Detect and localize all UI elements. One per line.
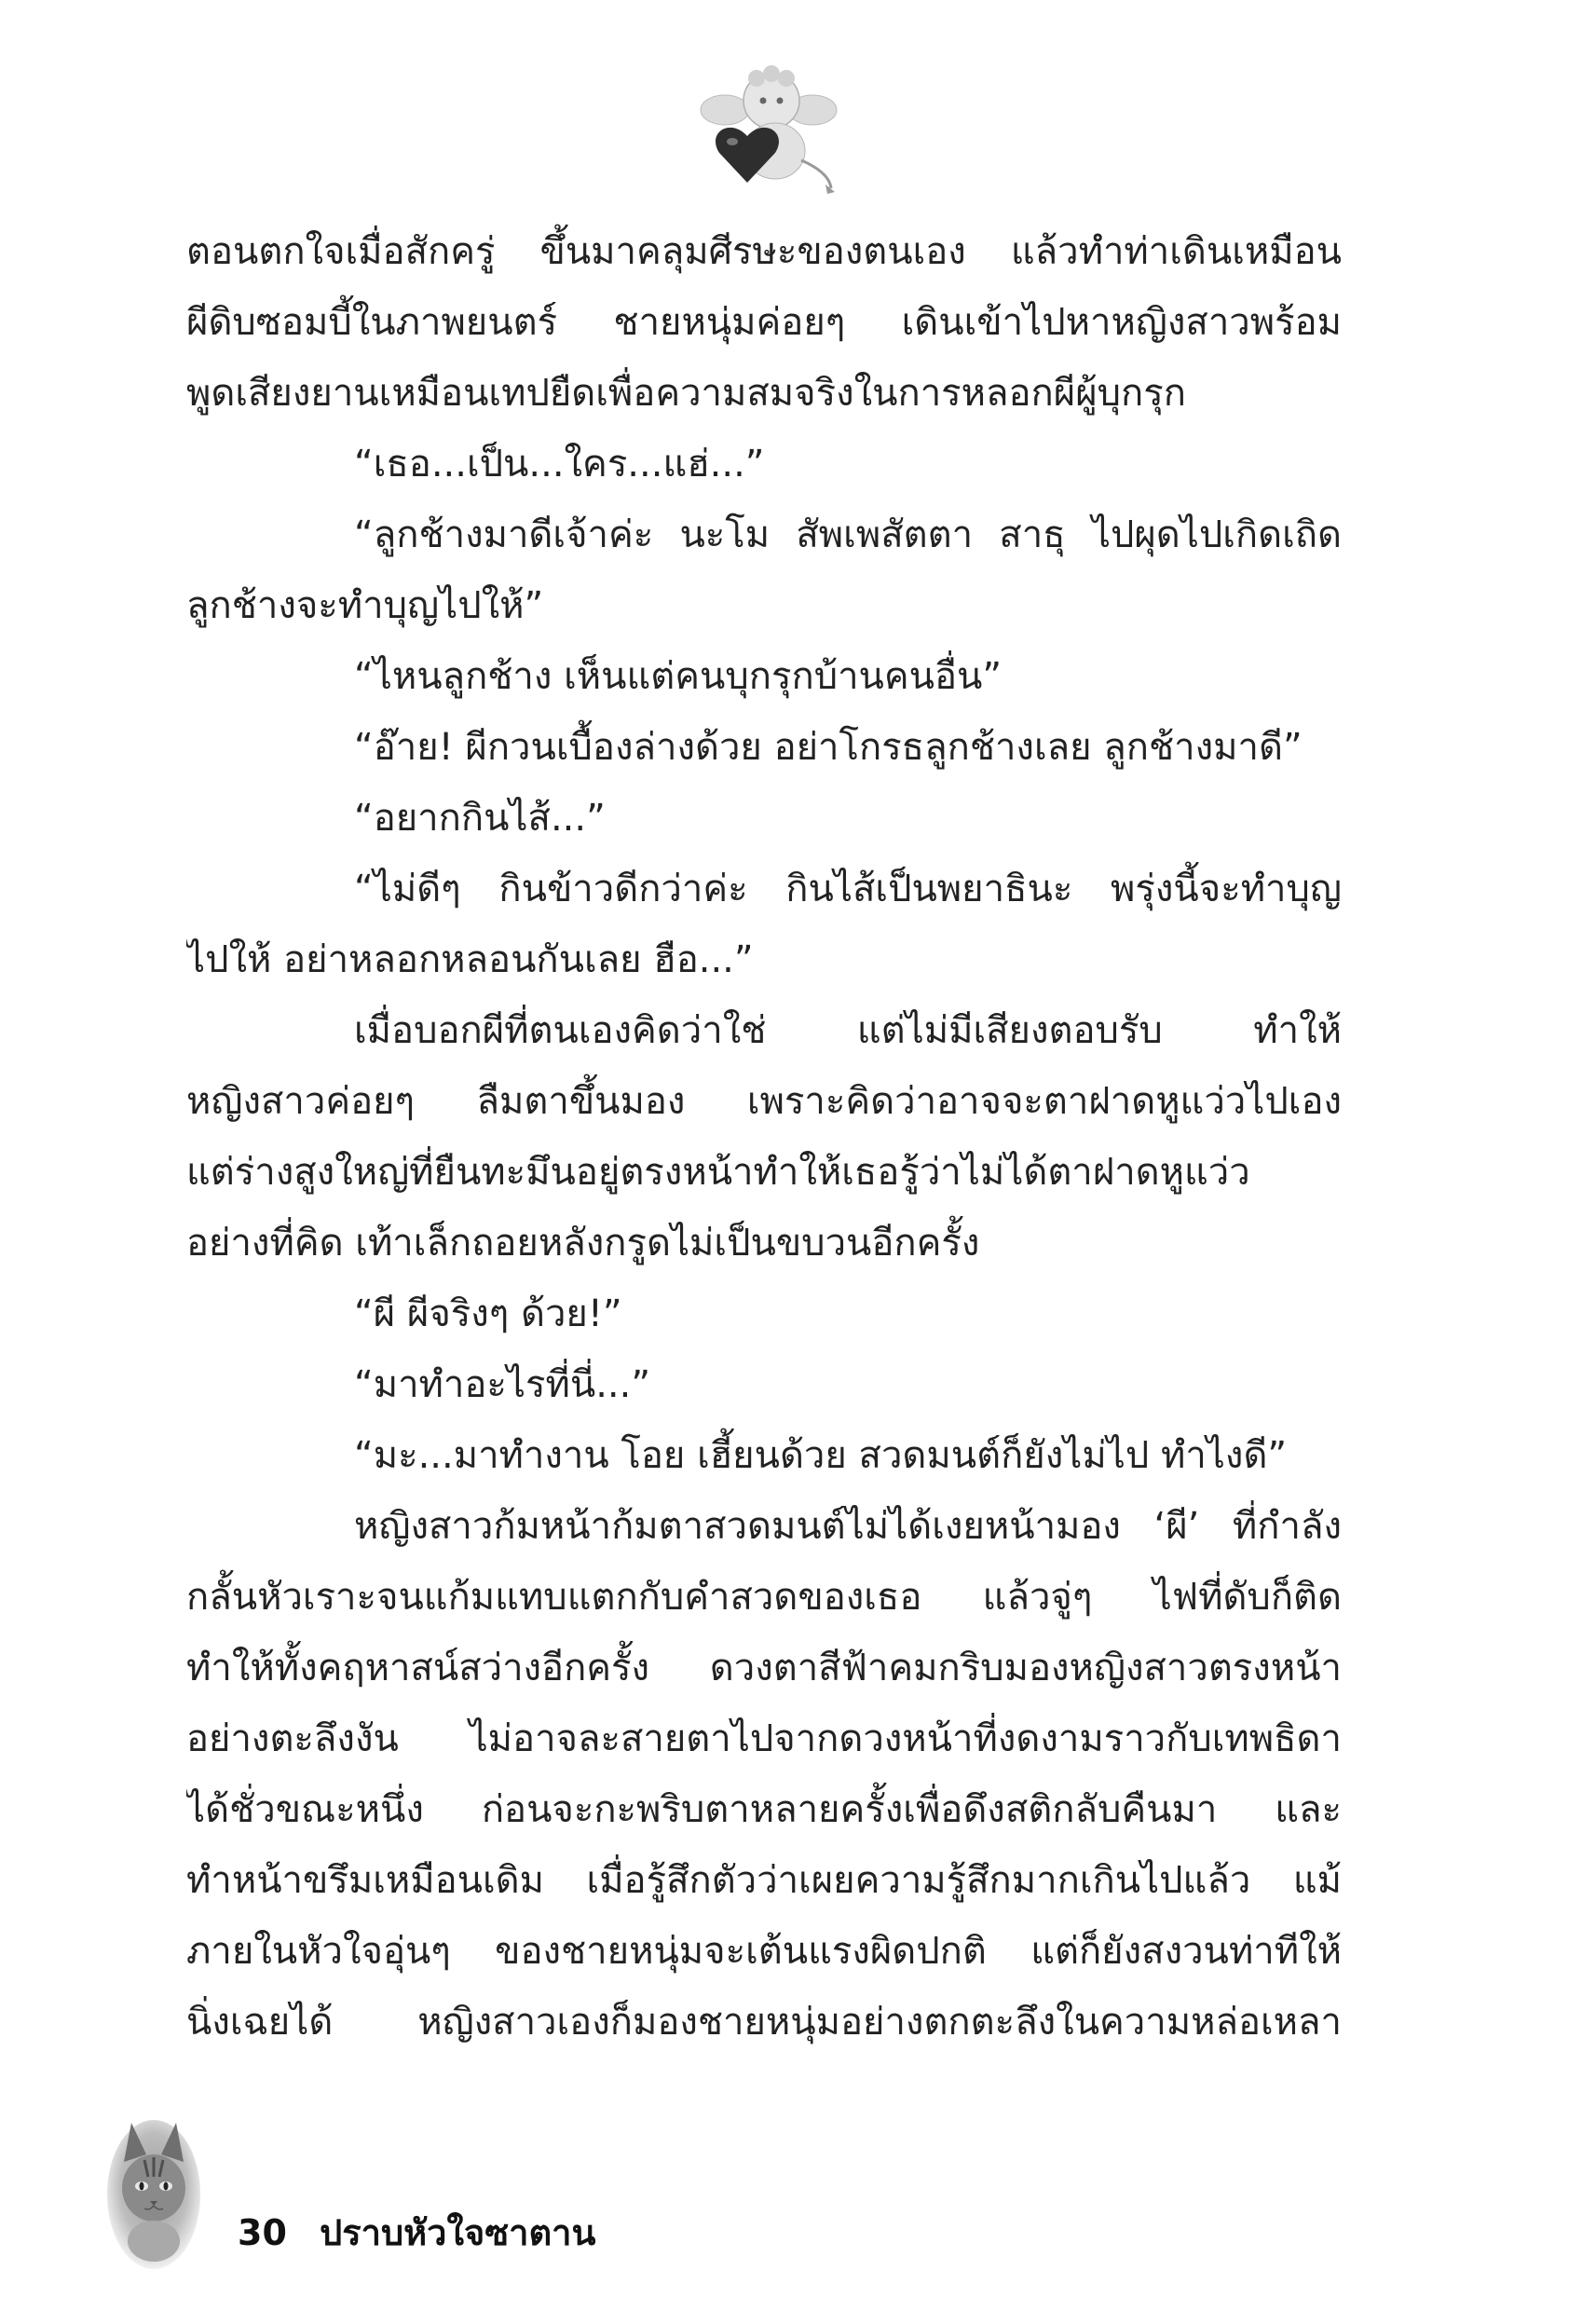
text-line: “มาทำอะไรที่นี่...” [354,1363,651,1406]
page-number: 30 [238,2212,287,2253]
text-line: นิ่งเฉยได้ หญิงสาวเองก็มองชายหนุ่มอย่างตกตะลึงในความหล่อเหลา [186,2001,1342,2044]
text-line: ภายในหัวใจอุ่นๆ ของชายหนุ่มจะเต้นแรงผิดปกติ แต่ก็ยังสงวนท่าทีให้ [186,1930,1342,1973]
text-line: “ลูกช้างมาดีเจ้าค่ะ นะโม สัพเพสัตตา สาธุ ไปผุดไปเกิดเถิด [354,513,1342,556]
text-line: ผีดิบซอมบี้ในภาพยนตร์ ชายหนุ่มค่อยๆ เดินเข้าไปหาหญิงสาวพร้อม [186,301,1342,344]
text-line: อย่างตะลึงงัน ไม่อาจละสายตาไปจากดวงหน้าที่งดงามราวกับเทพธิดา [186,1717,1342,1760]
page-footer [107,2106,759,2269]
text-line: “อยากกินไส้...” [354,797,606,840]
text-line: ไปให้ อย่าหลอกหลอนกันเลย ฮือ...” [186,938,754,981]
text-line: ทำให้ทั้งคฤหาสน์สว่างอีกครั้ง ดวงตาสีฟ้าคมกริบมองหญิงสาวตรงหน้า [186,1647,1342,1689]
text-line: “ไม่ดีๆ กินข้าวดีกว่าค่ะ กินไส้เป็นพยาธินะ พรุ่งนี้จะทำบุญ [354,868,1342,910]
text-line: หญิงสาวก้มหน้าก้มตาสวดมนต์ไม่ได้เงยหน้ามอง ‘ผี’ ที่กำลัง [354,1505,1342,1548]
text-line: “ไหนลูกช้าง เห็นแต่คนบุกรุกบ้านคนอื่น” [354,655,1003,698]
text-line: เมื่อบอกผีที่ตนเองคิดว่าใช่ แต่ไม่มีเสียงตอบรับ ทำให้ [354,1009,1342,1052]
text-line: “เธอ...เป็น...ใคร...แฮ่...” [354,443,765,485]
text-line: พูดเสียงยานเหมือนเทปยืดเพื่อความสมจริงในการหลอกผีผู้บุกรุก [186,372,1186,415]
text-line: กลั้นหัวเราะจนแก้มแทบแตกกับคำสวดของเธอ แล้วจู่ๆ ไฟที่ดับก็ติด [186,1576,1342,1619]
text-line: ทำหน้าขรึมเหมือนเดิม เมื่อรู้สึกตัวว่าเผยความรู้สึกมากเกินไปแล้ว แม้ [186,1859,1342,1902]
cat-icon [107,2106,200,2269]
cherub-heart-icon [689,56,848,196]
text-line: ได้ชั่วขณะหนึ่ง ก่อนจะกะพริบตาหลายครั้งเพื่อดึงสติกลับคืนมา และ [186,1788,1342,1831]
text-line: “ผี ผีจริงๆ ด้วย!” [354,1292,622,1335]
text-line: แต่ร่างสูงใหญ่ที่ยืนทะมึนอยู่ตรงหน้าทำให้เธอรู้ว่าไม่ได้ตาฝาดหูแว่ว [186,1151,1250,1194]
text-line: อย่างที่คิด เท้าเล็กถอยหลังกรูดไม่เป็นขบวนอีกครั้ง [186,1222,980,1265]
text-line: ลูกช้างจะทำบุญไปให้” [186,584,544,627]
text-line: หญิงสาวค่อยๆ ลืมตาขึ้นมอง เพราะคิดว่าอาจจะตาฝาดหูแว่วไปเอง [186,1080,1342,1123]
text-line: ตอนตกใจเมื่อสักครู่ ขึ้นมาคลุมศีรษะของตนเอง แล้วทำท่าเดินเหมือน [186,230,1342,273]
book-title: ปราบหัวใจซาตาน [320,2212,596,2253]
page-body-text [186,216,1342,2058]
footer-text [238,2204,595,2261]
text-line: “มะ...มาทำงาน โอย เฮี้ยนด้วย สวดมนต์ก็ยังไม่ไป ทำไงดี” [354,1434,1288,1477]
text-line: “อ๊าย! ผีกวนเบื้องล่างด้วย อย่าโกรธลูกช้างเลย ลูกช้างมาดี” [354,726,1303,769]
